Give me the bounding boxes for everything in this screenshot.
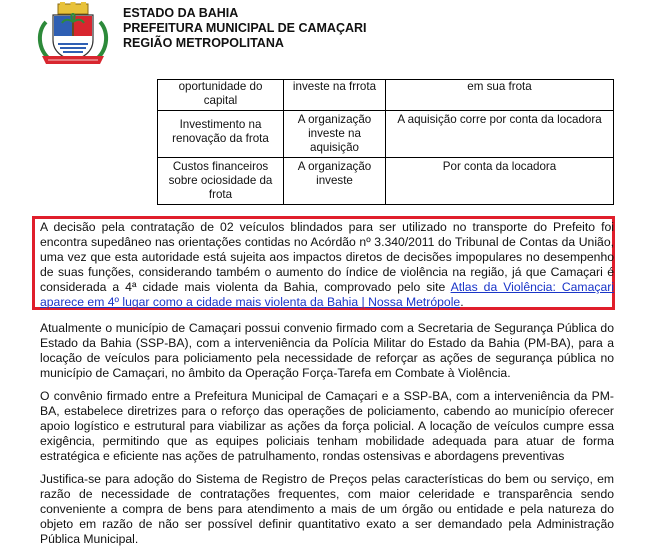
table-cell: A aquisição corre por conta da locadora xyxy=(386,111,614,158)
paragraph-diretrizes: O convênio firmado entre a Prefeitura Municipal de Camaçari e a SSP-BA, com a interveniência da PM-BA, estabelece diretrizes para o reforço das operações de policiamento, cabendo ao município oferecer apoio logístico e estrutural para viabilizar as ações da força policial. A locação de veículos cumpre essa exigência, permitindo que as equipes policiais tenham mobilidade adequada para atuar de forma estratégica e eficiente nas ações de patrulhamento, rondas ostensivas e abordagens preventivas xyxy=(40,389,614,464)
highlight-end: . xyxy=(460,295,464,310)
atlas-violencia-link[interactable]: Atlas da Violência: Camaçari aparece em 4º lugar como a cidade mais violenta da Bahia | Nossa Metrópole xyxy=(40,280,614,310)
table-row xyxy=(158,111,614,158)
table-cell: oportunidade do capital xyxy=(158,80,284,111)
paragraph-convenio: Atualmente o município de Camaçari possui convenio firmado com a Secretaria de Segurança Pública do Estado da Bahia (SSP-BA), com a interveniência da Polícia Militar do Estado da Bahia (PM-BA), para a locação de veículos para policiamento pela necessidade de reforçar as ações de segurança pública no município de Camaçari, no âmbito da Operação Força-Tarefa em Combate à Violência. xyxy=(40,321,614,381)
highlight-text: A decisão pela contratação de 02 veículos blindados para ser utilizado no transporte do Prefeito foi encontra supedâneo nas orientações contidas no Acórdão nº 3.340/2011 do Tribunal de Contas da União, uma vez que esta autoridade está sujeita aos impactos diretos de decisões impopulares no desempenho de suas funções, considerando também o aumento do índice de violência na região, já que Camaçari é considerada a 4ª cidade mais violenta da Bahia, comprovado pelo site xyxy=(40,220,614,295)
coat-of-arms-logo xyxy=(34,2,112,66)
region-name: REGIÃO METROPOLITANA xyxy=(123,36,284,50)
paragraph-registro-precos: Justifica-se para adoção do Sistema de Registro de Preços pelas características do bem ou serviço, em razão de necessidade de contratações frequentes, com maior celeridade e transparência sendo conveniente a compra de bens para atendimento a mais de um órgão ou entidade e pela natureza do objeto em razão de não ser possível definir quantitativo exato a ser demandado pela Administração Pública Municipal. xyxy=(40,472,614,547)
highlighted-paragraph xyxy=(40,220,614,311)
table-cell: Por conta da locadora xyxy=(386,158,614,205)
table-cell: Custos financeiros sobre ociosidade da frota xyxy=(158,158,284,205)
state-name: ESTADO DA BAHIA xyxy=(123,6,239,20)
table-cell: A organização investe xyxy=(284,158,386,205)
table-cell: Investimento na renovação da frota xyxy=(158,111,284,158)
document-header xyxy=(123,6,367,51)
table-row xyxy=(158,158,614,205)
comparison-table xyxy=(157,79,614,205)
municipality-name: PREFEITURA MUNICIPAL DE CAMAÇARI xyxy=(123,21,367,35)
table-cell: A organização investe na aquisição xyxy=(284,111,386,158)
table-row xyxy=(158,80,614,111)
table-cell: em sua frota xyxy=(386,80,614,111)
table-cell: investe na frrota xyxy=(284,80,386,111)
